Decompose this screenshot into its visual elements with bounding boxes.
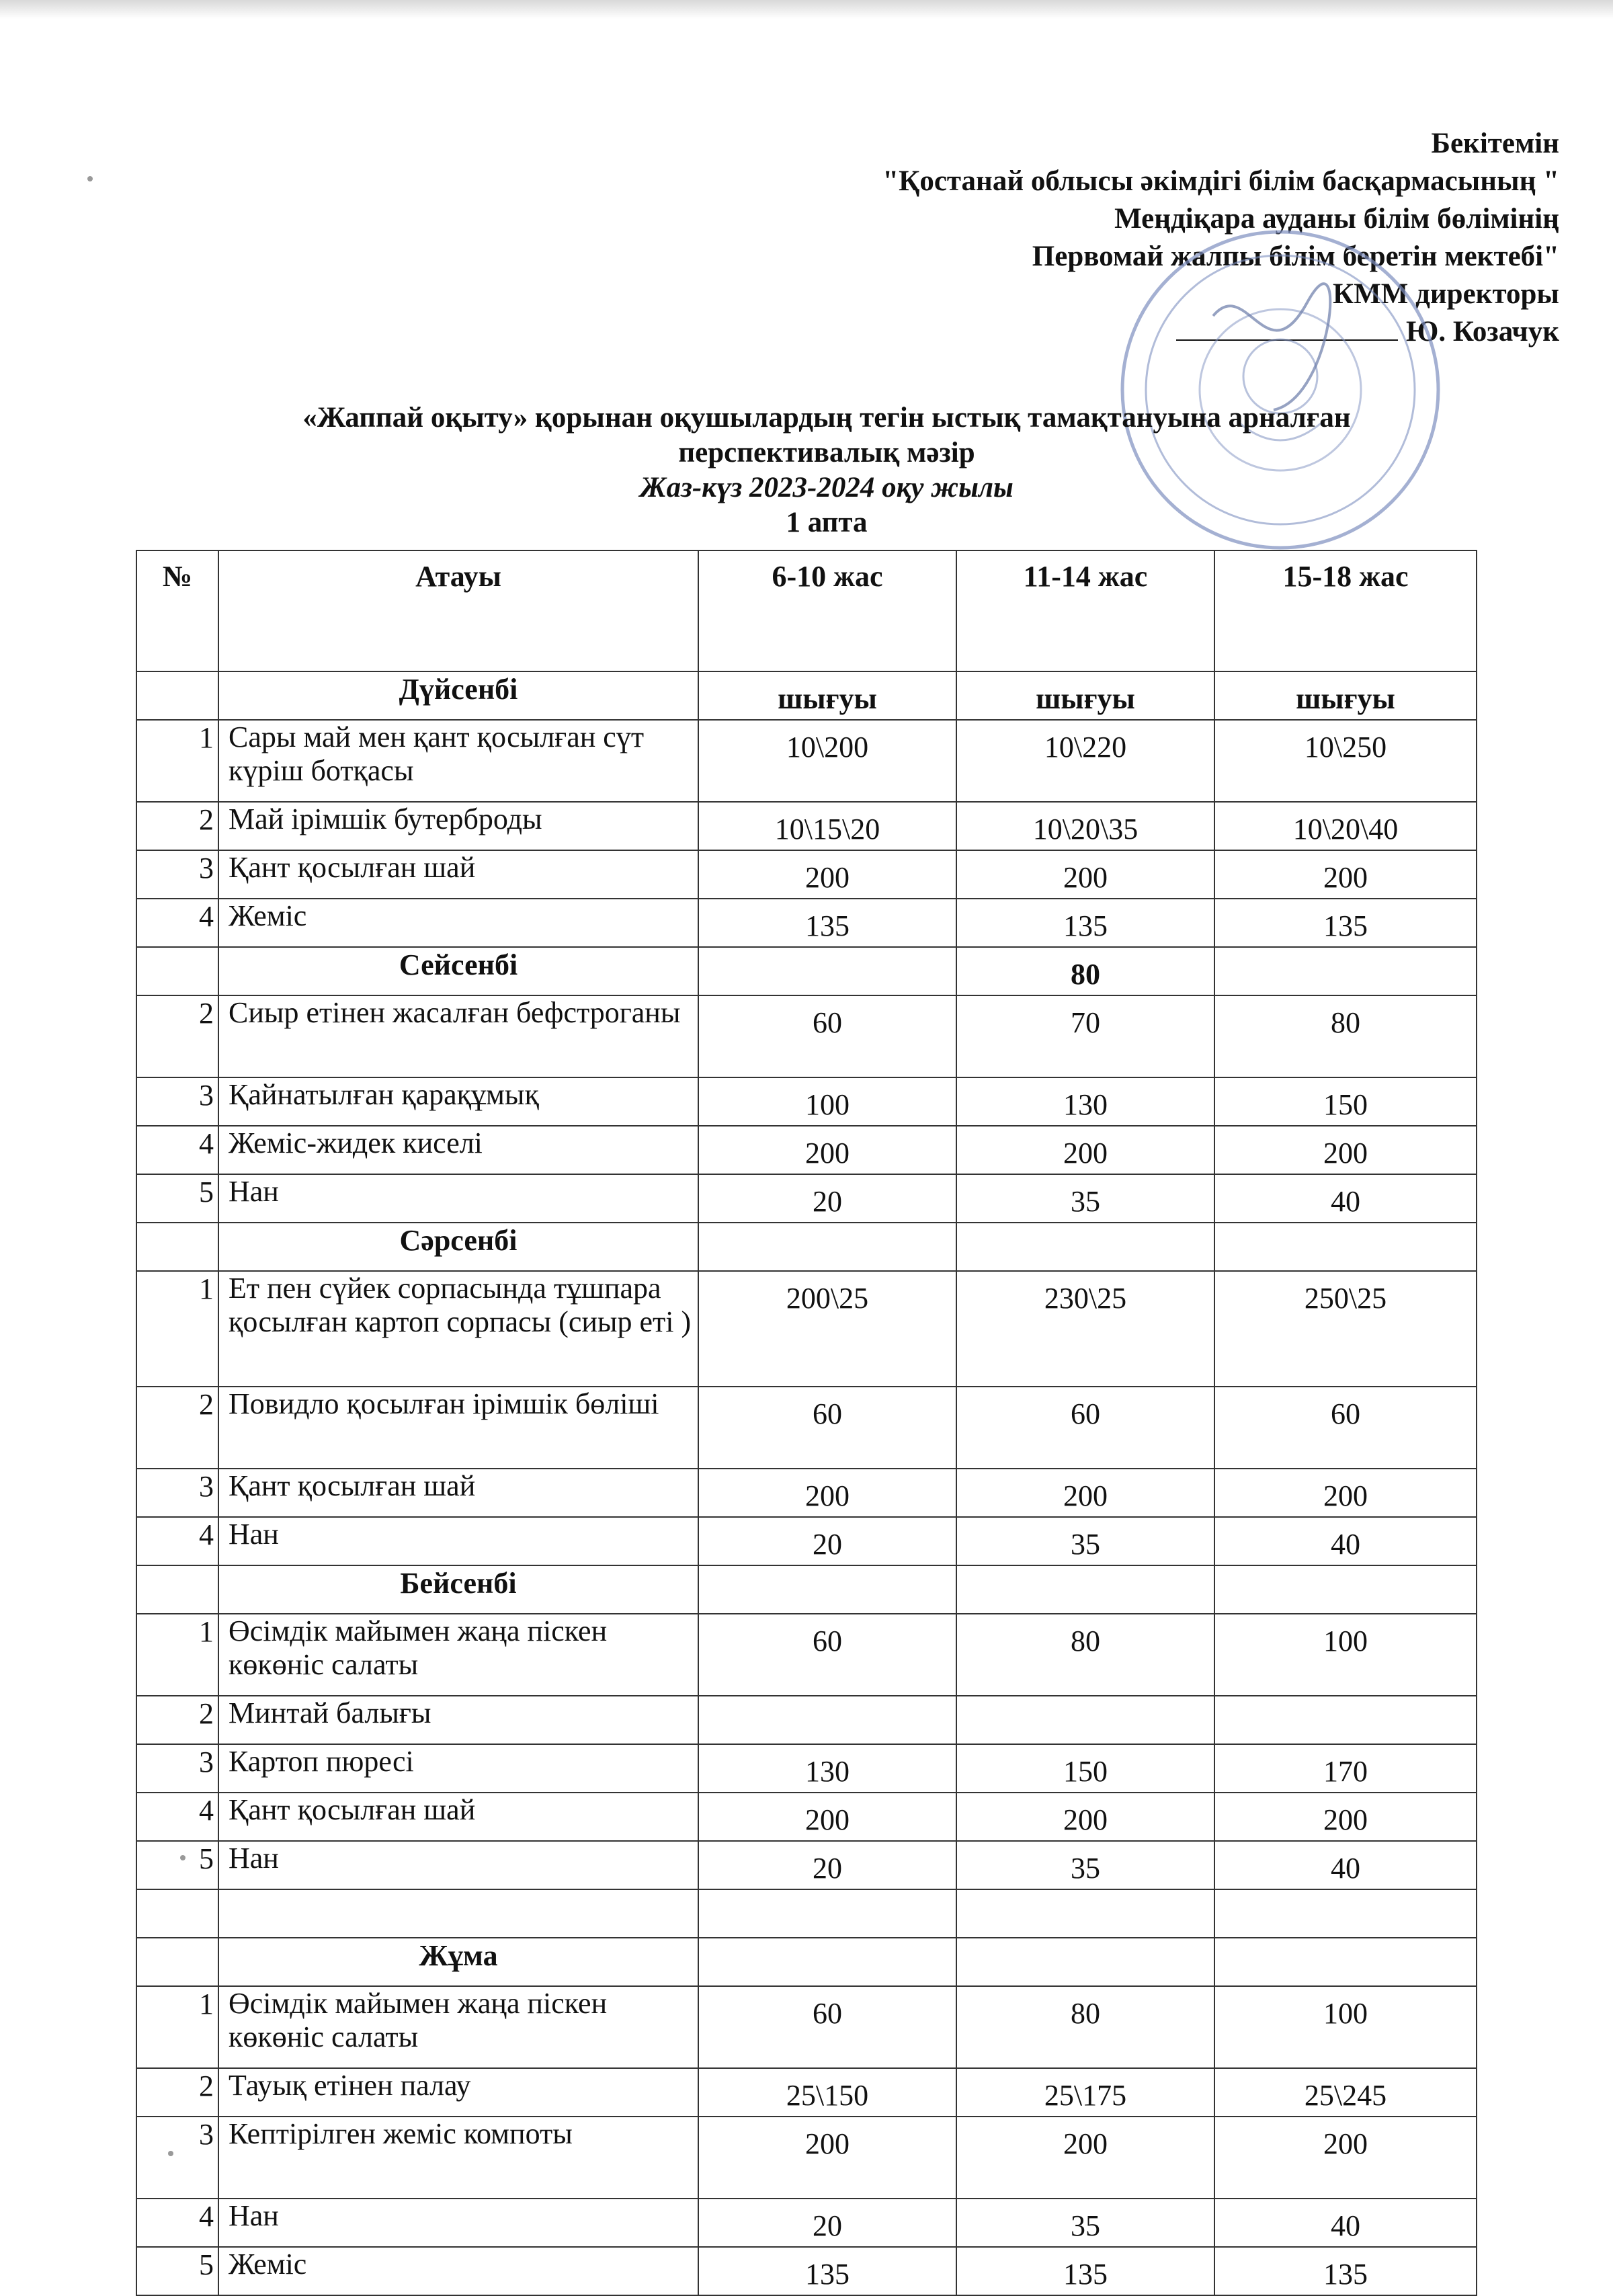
item-portion-v2: 130 [956, 1077, 1214, 1126]
table-row [136, 1841, 1477, 1889]
header-name: Атауы [218, 550, 698, 671]
table-row [136, 720, 1477, 802]
item-portion-v2: 200 [956, 1469, 1214, 1517]
item-portion-v2 [956, 1696, 1214, 1744]
heading-line-2: перспективалық мәзір [678, 437, 975, 468]
item-name: Қант қосылған шай [218, 850, 698, 899]
day-output-cell [1214, 1938, 1477, 1986]
item-portion-v3: 170 [1214, 1744, 1477, 1793]
item-portion-v1: 130 [698, 1744, 956, 1793]
item-portion-v2: 10\20\35 [956, 802, 1214, 850]
item-portion-v3: 200 [1214, 1469, 1477, 1517]
table-row [136, 1271, 1477, 1387]
item-name: Сары май мен қант қосылған сүт күріш ботқасы [218, 720, 698, 802]
document-heading [0, 401, 1613, 540]
day-output-cell: 80 [956, 947, 1214, 995]
item-name: Тауық етінен палау [218, 2068, 698, 2117]
table-header-row [136, 550, 1477, 671]
menu-table [136, 550, 1477, 2296]
item-portion-v2: 35 [956, 1174, 1214, 1223]
item-portion-v3: 200 [1214, 1793, 1477, 1841]
item-number [136, 1889, 218, 1938]
day-number-cell [136, 1565, 218, 1614]
item-portion-v3 [1214, 1696, 1477, 1744]
item-portion-v2: 10\220 [956, 720, 1214, 802]
day-output-cell [1214, 947, 1477, 995]
item-portion-v1: 10\15\20 [698, 802, 956, 850]
item-portion-v2: 135 [956, 899, 1214, 947]
heading-line-1: «Жаппай оқыту» қорынан оқушылардың тегін ыстық тамақтануына арналған [302, 402, 1351, 434]
table-row [136, 1986, 1477, 2068]
table-row [136, 802, 1477, 850]
table-row [136, 1889, 1477, 1938]
item-portion-v3: 40 [1214, 1174, 1477, 1223]
item-number: 2 [136, 802, 218, 850]
item-portion-v2: 35 [956, 1517, 1214, 1565]
day-row [136, 671, 1477, 720]
item-portion-v3: 40 [1214, 1841, 1477, 1889]
day-name: Жұма [218, 1938, 698, 1986]
item-number: 5 [136, 2247, 218, 2295]
item-number: 3 [136, 1077, 218, 1126]
item-number: 5 [136, 1174, 218, 1223]
scan-speck [180, 1855, 185, 1860]
day-row [136, 1938, 1477, 1986]
table-row [136, 1469, 1477, 1517]
item-portion-v2: 80 [956, 1614, 1214, 1696]
item-name: Өсімдік майымен жаңа піскен көкөніс салаты [218, 1614, 698, 1696]
approval-line: "Қостанай облысы әкімдігі білім басқармасының " [882, 165, 1559, 197]
day-row [136, 947, 1477, 995]
item-portion-v3: 250\25 [1214, 1271, 1477, 1387]
scan-speck [168, 2151, 173, 2156]
table-row [136, 2199, 1477, 2247]
day-output-cell [698, 947, 956, 995]
item-number: 2 [136, 2068, 218, 2117]
day-name: Бейсенбі [218, 1565, 698, 1614]
day-name: Дүйсенбі [218, 671, 698, 720]
item-portion-v1: 200 [698, 1793, 956, 1841]
item-portion-v3: 135 [1214, 2247, 1477, 2295]
item-portion-v1: 200 [698, 2117, 956, 2199]
day-output-cell [956, 1223, 1214, 1271]
table-row [136, 1696, 1477, 1744]
item-portion-v1: 10\200 [698, 720, 956, 802]
item-number: 1 [136, 720, 218, 802]
table-row [136, 1126, 1477, 1174]
item-portion-v2: 70 [956, 995, 1214, 1077]
item-name: Сиыр етінен жасалған бефстроганы [218, 995, 698, 1077]
item-name: Жеміс [218, 2247, 698, 2295]
item-portion-v2: 200 [956, 1793, 1214, 1841]
item-portion-v2: 200 [956, 850, 1214, 899]
item-name: Май ірімшік бутерброды [218, 802, 698, 850]
item-number: 4 [136, 1517, 218, 1565]
table-row [136, 1174, 1477, 1223]
day-output-cell [698, 1223, 956, 1271]
item-portion-v2: 60 [956, 1387, 1214, 1469]
item-name [218, 1889, 698, 1938]
item-portion-v2: 200 [956, 1126, 1214, 1174]
item-portion-v1: 20 [698, 2199, 956, 2247]
item-number: 5 [136, 1841, 218, 1889]
item-portion-v1: 135 [698, 2247, 956, 2295]
table-row [136, 995, 1477, 1077]
item-portion-v2: 35 [956, 2199, 1214, 2247]
item-name: Жеміс-жидек киселі [218, 1126, 698, 1174]
item-portion-v2: 135 [956, 2247, 1214, 2295]
item-number: 3 [136, 850, 218, 899]
approval-line: Бекітемін [1431, 128, 1559, 159]
table-row [136, 1614, 1477, 1696]
item-portion-v3: 80 [1214, 995, 1477, 1077]
item-portion-v2: 25\175 [956, 2068, 1214, 2117]
heading-line-4: 1 апта [786, 507, 868, 538]
item-portion-v3: 100 [1214, 1614, 1477, 1696]
day-row [136, 1565, 1477, 1614]
item-name: Нан [218, 1517, 698, 1565]
item-portion-v2: 35 [956, 1841, 1214, 1889]
day-output-cell [1214, 1223, 1477, 1271]
item-number: 2 [136, 1696, 218, 1744]
table-row [136, 1077, 1477, 1126]
item-portion-v3: 40 [1214, 1517, 1477, 1565]
item-name: Жеміс [218, 899, 698, 947]
item-portion-v3: 200 [1214, 2117, 1477, 2199]
day-row [136, 1223, 1477, 1271]
item-number: 4 [136, 2199, 218, 2247]
day-number-cell [136, 671, 218, 720]
day-number-cell [136, 1223, 218, 1271]
handwritten-signature [1213, 284, 1330, 410]
day-name: Сәрсенбі [218, 1223, 698, 1271]
item-number: 4 [136, 899, 218, 947]
item-number: 2 [136, 1387, 218, 1469]
approval-line: Меңдіқара ауданы білім бөлімінің [1114, 203, 1559, 235]
item-portion-v3: 10\20\40 [1214, 802, 1477, 850]
header-number: № [136, 550, 218, 671]
item-portion-v1: 60 [698, 1614, 956, 1696]
item-portion-v3: 25\245 [1214, 2068, 1477, 2117]
header-age-15-18: 15-18 жас [1214, 550, 1477, 671]
table-row [136, 2117, 1477, 2199]
item-number: 4 [136, 1793, 218, 1841]
day-number-cell [136, 1938, 218, 1986]
item-portion-v2: 200 [956, 2117, 1214, 2199]
item-name: Кептірілген жеміс компоты [218, 2117, 698, 2199]
header-age-11-14: 11-14 жас [956, 550, 1214, 671]
item-number: 4 [136, 1126, 218, 1174]
item-name: Нан [218, 2199, 698, 2247]
item-name: Картоп пюресі [218, 1744, 698, 1793]
item-portion-v2: 150 [956, 1744, 1214, 1793]
item-number: 3 [136, 1744, 218, 1793]
table-row [136, 2068, 1477, 2117]
item-portion-v1: 100 [698, 1077, 956, 1126]
scan-speck [87, 176, 93, 181]
item-name: Повидло қосылған ірімшік бөліші [218, 1387, 698, 1469]
day-output-cell: шығуы [956, 671, 1214, 720]
approval-line: КММ директоры [1333, 278, 1559, 310]
item-portion-v3: 135 [1214, 899, 1477, 947]
scan-edge-shadow [0, 0, 1613, 19]
item-portion-v1: 135 [698, 899, 956, 947]
item-number: 3 [136, 2117, 218, 2199]
item-portion-v2: 230\25 [956, 1271, 1214, 1387]
table-row [136, 850, 1477, 899]
table-row [136, 1517, 1477, 1565]
item-number: 1 [136, 1986, 218, 2068]
table-row [136, 1793, 1477, 1841]
day-output-cell [1214, 1565, 1477, 1614]
item-portion-v2 [956, 1889, 1214, 1938]
item-portion-v1: 200 [698, 1469, 956, 1517]
item-portion-v1: 200\25 [698, 1271, 956, 1387]
day-output-cell [698, 1938, 956, 1986]
table-row [136, 899, 1477, 947]
day-number-cell [136, 947, 218, 995]
item-name: Ет пен сүйек сорпасында тұшпара қосылған картоп сорпасы (сиыр еті ) [218, 1271, 698, 1387]
approval-line: Первомай жалпы білім беретін мектебі" [1032, 241, 1559, 272]
item-portion-v3: 150 [1214, 1077, 1477, 1126]
item-portion-v1: 20 [698, 1517, 956, 1565]
item-number: 2 [136, 995, 218, 1077]
table-row [136, 1387, 1477, 1469]
table-row [136, 1744, 1477, 1793]
item-portion-v3 [1214, 1889, 1477, 1938]
day-output-cell: шығуы [1214, 671, 1477, 720]
item-portion-v3: 200 [1214, 1126, 1477, 1174]
item-portion-v3: 200 [1214, 850, 1477, 899]
item-portion-v1 [698, 1696, 956, 1744]
item-portion-v1: 20 [698, 1841, 956, 1889]
item-name: Қант қосылған шай [218, 1469, 698, 1517]
day-output-cell [956, 1565, 1214, 1614]
item-portion-v2: 80 [956, 1986, 1214, 2068]
header-age-6-10: 6-10 жас [698, 550, 956, 671]
item-portion-v3: 40 [1214, 2199, 1477, 2247]
item-portion-v1: 25\150 [698, 2068, 956, 2117]
item-number: 1 [136, 1271, 218, 1387]
item-portion-v1: 20 [698, 1174, 956, 1223]
item-name: Нан [218, 1841, 698, 1889]
item-portion-v1: 60 [698, 995, 956, 1077]
item-number: 3 [136, 1469, 218, 1517]
item-name: Өсімдік майымен жаңа піскен көкөніс салаты [218, 1986, 698, 2068]
day-output-cell [698, 1565, 956, 1614]
heading-line-3: Жаз-күз 2023-2024 оқу жылы [640, 472, 1014, 503]
table-row [136, 2247, 1477, 2295]
item-portion-v3: 10\250 [1214, 720, 1477, 802]
day-output-cell: шығуы [698, 671, 956, 720]
item-name: Минтай балығы [218, 1696, 698, 1744]
signatory-name: Ю. Козачук [1405, 316, 1559, 347]
item-portion-v1: 60 [698, 1986, 956, 2068]
day-output-cell [956, 1938, 1214, 1986]
day-name: Сейсенбі [218, 947, 698, 995]
item-portion-v3: 100 [1214, 1986, 1477, 2068]
item-name: Нан [218, 1174, 698, 1223]
item-number: 1 [136, 1614, 218, 1696]
item-name: Қайнатылған қарақұмық [218, 1077, 698, 1126]
item-portion-v1: 200 [698, 1126, 956, 1174]
item-portion-v3: 60 [1214, 1387, 1477, 1469]
item-name: Қант қосылған шай [218, 1793, 698, 1841]
item-portion-v1 [698, 1889, 956, 1938]
item-portion-v1: 200 [698, 850, 956, 899]
item-portion-v1: 60 [698, 1387, 956, 1469]
